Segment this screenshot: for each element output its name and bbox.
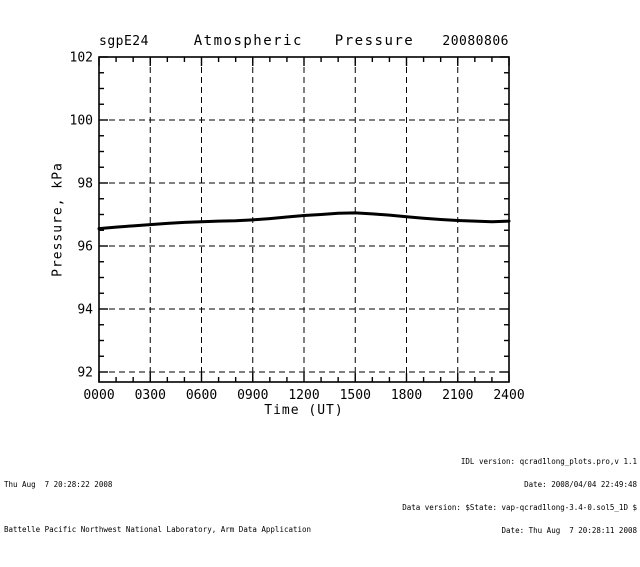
y-tick-label-100: 100 (69, 113, 93, 129)
y-tick-label-98: 98 (77, 176, 93, 192)
y-tick-label-96: 96 (77, 239, 93, 255)
x-tick-label-0600: 0600 (185, 388, 218, 403)
x-tick-label-0900: 0900 (237, 388, 269, 403)
x-tick-label-2400: 2400 (493, 388, 525, 403)
generated-timestamp: Thu Aug 7 20:28:22 2008 (4, 480, 113, 489)
x-tick-label-1500: 1500 (339, 388, 371, 403)
y-tick-label-94: 94 (77, 302, 93, 318)
x-tick-label-0300: 0300 (134, 388, 166, 403)
chart-title: Atmospheric Pressure (193, 33, 415, 49)
organization-credit: Battelle Pacific Northwest National Laboratory, Arm Data Application (4, 525, 312, 534)
site-label: sgpE24 (99, 34, 149, 49)
footer-left (4, 447, 311, 567)
x-tick-label-1200: 1200 (288, 388, 320, 403)
idl-version-line: IDL version: qcrad1long_plots.pro,v 1.1 (460, 457, 637, 467)
y-axis-title: Pressure, kPa (50, 162, 66, 277)
code-date-line: Date: 2008/04/04 22:49:48 (524, 479, 637, 489)
footer-right-provenance (402, 443, 637, 549)
data-version-line: Data version: $State: vap-qcrad1long-3.4-0.sol5_1D $ (402, 502, 637, 512)
date-label: 20080806 (442, 34, 509, 49)
x-tick-label-0000: 0000 (83, 388, 115, 403)
x-tick-label-2100: 2100 (442, 388, 474, 403)
y-tick-label-102: 102 (69, 50, 93, 66)
x-tick-label-1800: 1800 (390, 388, 423, 403)
plot-date-line: Date: Thu Aug 7 20:28:11 2008 (501, 525, 637, 535)
y-tick-label-92: 92 (77, 365, 93, 381)
x-axis-title: Time (UT) (264, 403, 344, 418)
